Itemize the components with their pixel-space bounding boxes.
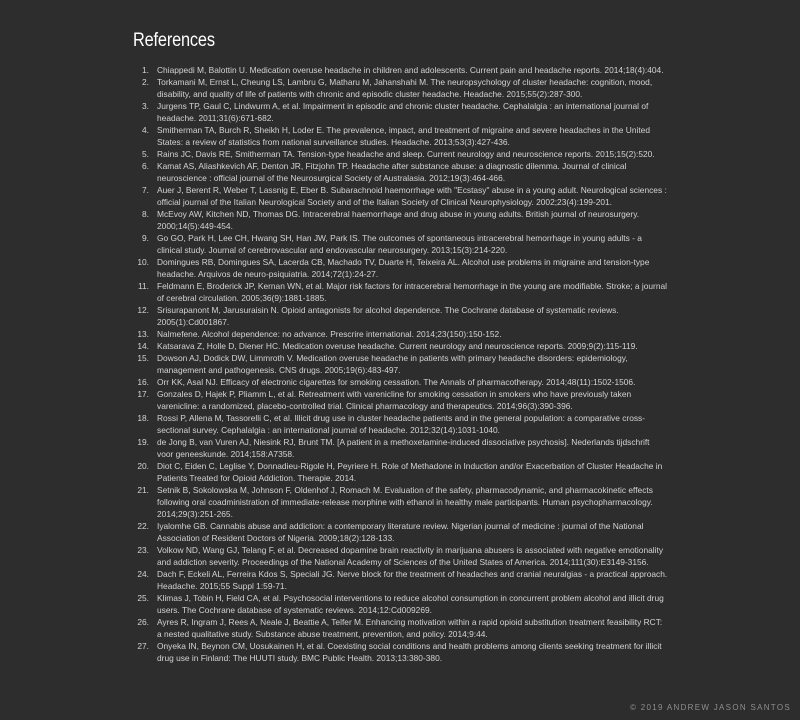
reference-text: Rossi P, Allena M, Tassorelli C, et al. Illicit drug use in cluster headache patients and in the general population: a comparative cross-sectional survey. Cephalalgia : an international journal of headache. 2012;32(14):1031-1040. [157, 413, 646, 435]
reference-text: Dach F, Eckeli AL, Ferreira Kdos S, Speciali JG. Nerve block for the treatment of headaches and cranial neuralgias - a practical approach. Headache. 2015;55 Suppl 1:59-71. [157, 569, 668, 591]
reference-item [142, 232, 668, 256]
reference-text: Smitherman TA, Burch R, Sheikh H, Loder E. The prevalence, impact, and treatment of migraine and severe headaches in the United States: a review of statistics from national surveillance studies. Headache. 2013;53(3):427-436. [157, 125, 650, 147]
reference-item [142, 160, 668, 184]
reference-number: 5. [142, 149, 149, 159]
reference-item [137, 640, 668, 664]
references-section [133, 30, 668, 664]
reference-text: Ayres R, Ingram J, Rees A, Neale J, Beattie A, Telfer M. Enhancing motivation within a rapid opioid substitution treatment feasibility RCT: a nested qualitative study. Substance abuse treatment, prevention, and policy. 2014;9:44. [157, 617, 663, 639]
reference-number: 12. [137, 305, 149, 315]
reference-item [137, 352, 668, 376]
reference-text: Domingues RB, Domingues SA, Lacerda CB, Machado TV, Duarte H, Teixeira AL. Alcohol use problems in migraine and tension-type headache. Arquivos de neuro-psiquiatria. 2014;72(1):24-27. [157, 257, 650, 279]
reference-item [142, 148, 668, 160]
reference-number: 23. [137, 545, 149, 555]
reference-item [137, 256, 668, 280]
reference-text: Dowson AJ, Dodick DW, Limmroth V. Medication overuse headache in patients with primary headache disorders: epidemiology, management and pathogenesis. CNS drugs. 2005;19(6):483-497. [157, 353, 628, 375]
reference-text: Onyeka IN, Beynon CM, Uosukainen H, et al. Coexisting social conditions and health problems among clients seeking treatment for illicit drug use in Finland: The HUUTI study. BMC Public Health. 2013;13:380-380. [157, 641, 662, 663]
reference-number: 8. [142, 209, 149, 219]
reference-item [137, 460, 668, 484]
reference-text: Setnik B, Sokolowska M, Johnson F, Oldenhof J, Romach M. Evaluation of the safety, pharmacodynamic, and pharmacokinetic effects following oral coadministration of immediate-release morphine with ethanol in healthy male participants. Human psychopharmacology. 2014;29(3):251-265. [157, 485, 653, 519]
reference-item [137, 436, 668, 460]
reference-text: Rains JC, Davis RE, Smitherman TA. Tension-type headache and sleep. Current neurology and neuroscience reports. 2015;15(2):520. [157, 149, 655, 159]
reference-text: Auer J, Berent R, Weber T, Lassnig E, Eber B. Subarachnoid haemorrhage with "Ecstasy" abuse in a young adult. Neurological sciences : official journal of the Italian Neurological Society and of the Italian Society of Clinical Neurophysiology. 2002;23(4):199-201. [157, 185, 667, 207]
reference-number: 7. [142, 185, 149, 195]
reference-number: 2. [142, 77, 149, 87]
reference-number: 25. [137, 593, 149, 603]
reference-item [137, 484, 668, 520]
reference-text: Torkamani M, Ernst L, Cheung LS, Lambru G, Matharu M, Jahanshahi M. The neuropsychology of cluster headache: cognition, mood, disability, and quality of life of patients with chronic and episodic cluster headache. Headache. 2015;55(2):287-300. [157, 77, 653, 99]
reference-number: 18. [137, 413, 149, 423]
reference-item [137, 376, 668, 388]
page-title: References [133, 30, 215, 51]
reference-item [137, 544, 668, 568]
reference-number: 24. [137, 569, 149, 579]
reference-number: 16. [137, 377, 149, 387]
reference-item [137, 616, 668, 640]
reference-number: 6. [142, 161, 149, 171]
reference-text: de Jong B, van Vuren AJ, Niesink RJ, Brunt TM. [A patient in a methoxetamine-induced dissociative psychosis]. Nederlands tijdschrift voor geneeskunde. 2014;158:A7358. [157, 437, 650, 459]
reference-item [137, 304, 668, 328]
reference-number: 3. [142, 101, 149, 111]
reference-number: 9. [142, 233, 149, 243]
reference-text: Nalmefene. Alcohol dependence: no advance. Prescrire international. 2014;23(150):150-152. [157, 329, 502, 339]
reference-number: 14. [137, 341, 149, 351]
reference-item [142, 76, 668, 100]
reference-number: 11. [137, 281, 149, 291]
reference-item [137, 412, 668, 436]
reference-item [137, 388, 668, 412]
reference-item [137, 340, 668, 352]
reference-text: Feldmann E, Broderick JP, Kernan WN, et al. Major risk factors for intracerebral hemorrhage in the young are modifiable. Stroke; a journal of cerebral circulation. 2005;36(9):1881-1885. [157, 281, 668, 303]
reference-item [142, 64, 668, 76]
reference-text: Kamat AS, Aliashkevich AF, Denton JR, Fitzjohn TP. Headache after substance abuse: a diagnostic dilemma. Journal of clinical neuroscience : official journal of the Neurosurgical Society of Australasia. 2012;19(3):464-466. [157, 161, 627, 183]
reference-item [137, 328, 668, 340]
reference-number: 26. [137, 617, 149, 627]
reference-text: Katsarava Z, Holle D, Diener HC. Medication overuse headache. Current neurology and neuroscience reports. 2009;9(2):115-119. [157, 341, 638, 351]
reference-text: Go GO, Park H, Lee CH, Hwang SH, Han JW, Park IS. The outcomes of spontaneous intracerebral hemorrhage in young adults - a clinical study. Journal of cerebrovascular and endovascular neurosurgery. 2013;15(3):214-220. [157, 233, 642, 255]
reference-text: McEvoy AW, Kitchen ND, Thomas DG. Intracerebral haemorrhage and drug abuse in young adults. British journal of neurosurgery. 2000;14(5):449-454. [157, 209, 640, 231]
reference-text: Klimas J, Tobin H, Field CA, et al. Psychosocial interventions to reduce alcohol consumption in concurrent problem alcohol and illicit drug users. The Cochrane database of systematic reviews. 2014;12:Cd009269. [157, 593, 664, 615]
reference-number: 22. [137, 521, 149, 531]
copyright-footer: © 2019 ANDREW JASON SANTOS [630, 703, 791, 712]
reference-number: 17. [137, 389, 149, 399]
reference-item [142, 208, 668, 232]
reference-list [133, 64, 668, 664]
reference-number: 21. [137, 485, 149, 495]
reference-text: Chiappedi M, Balottin U. Medication overuse headache in children and adolescents. Current pain and headache reports. 2014;18(4):404. [157, 65, 664, 75]
reference-number: 10. [137, 257, 149, 267]
reference-number: 20. [137, 461, 149, 471]
reference-item [142, 184, 668, 208]
reference-item [137, 592, 668, 616]
reference-item [142, 124, 668, 148]
reference-text: Gonzales D, Hajek P, Pliamm L, et al. Retreatment with varenicline for smoking cessation in smokers who have previously taken varenicline: a randomized, placebo-controlled trial. Clinical pharmacology and therapeutics. 2014;96(3):390-396. [157, 389, 632, 411]
reference-number: 19. [137, 437, 149, 447]
reference-number: 27. [137, 641, 149, 651]
reference-item [137, 568, 668, 592]
reference-text: Orr KK, Asal NJ. Efficacy of electronic cigarettes for smoking cessation. The Annals of pharmacotherapy. 2014;48(11):1502-1506. [157, 377, 636, 387]
reference-item [137, 520, 668, 544]
reference-number: 4. [142, 125, 149, 135]
reference-text: Srisurapanont M, Jarusuraisin N. Opioid antagonists for alcohol dependence. The Cochrane database of systematic reviews. 2005(1):Cd001867. [157, 305, 619, 327]
reference-number: 1. [142, 65, 149, 75]
reference-text: Diot C, Eiden C, Leglise Y, Donnadieu-Rigole H, Peyriere H. Role of Methadone in Induction and/or Exacerbation of Cluster Headache in Patients Treated for Opioid Addiction. Therapie. 2014. [157, 461, 663, 483]
reference-number: 15. [137, 353, 149, 363]
reference-text: Jurgens TP, Gaul C, Lindwurm A, et al. Impairment in episodic and chronic cluster headache. Cephalalgia : an international journal of headache. 2011;31(6):671-682. [157, 101, 649, 123]
reference-text: Iyalomhe GB. Cannabis abuse and addiction: a contemporary literature review. Nigerian journal of medicine : journal of the National Association of Resident Doctors of Nigeria. 2009;18(2):128-133. [157, 521, 644, 543]
reference-item [137, 280, 668, 304]
reference-number: 13. [137, 329, 149, 339]
reference-text: Volkow ND, Wang GJ, Telang F, et al. Decreased dopamine brain reactivity in marijuana abusers is associated with negative emotionality and addiction severity. Proceedings of the National Academy of Sciences of the United States of America. 2014;111(30):E3149-3156. [157, 545, 664, 567]
reference-item [142, 100, 668, 124]
